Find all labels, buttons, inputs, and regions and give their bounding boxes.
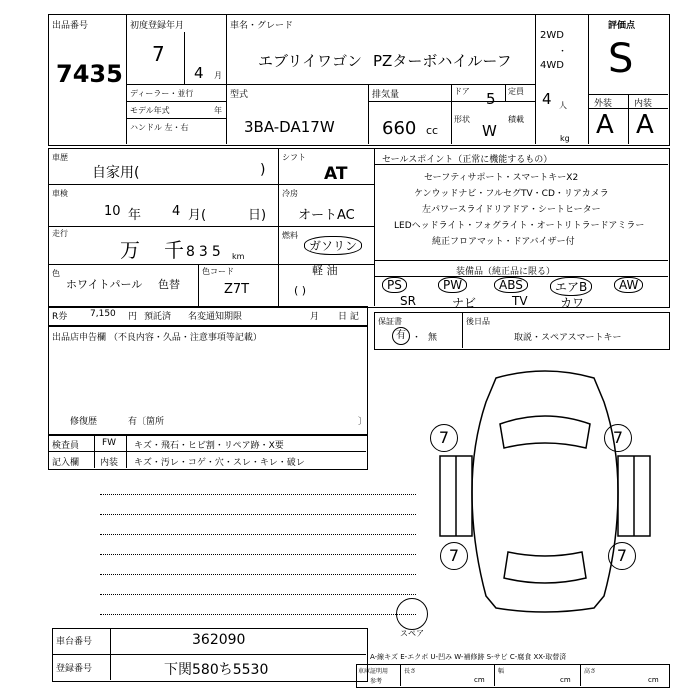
displacement-label: 排気量 <box>372 90 400 100</box>
inspector-row2-head: 内装 <box>100 458 119 468</box>
rear-window <box>504 552 586 583</box>
mileage-digits: 835 <box>186 244 225 260</box>
inspector-row2: キズ・汚レ・コゲ・穴・スレ・キレ・破レ <box>134 458 305 468</box>
color-change: 色替 <box>158 278 180 291</box>
drive-sep: ・ <box>558 47 568 57</box>
inspection-year-unit: 年 <box>128 208 142 223</box>
width-unit: cm <box>560 676 571 684</box>
dealer-label: ディーラー・並行 <box>130 89 194 98</box>
grade-label: 評価点 <box>608 21 636 31</box>
model-year-label: モデル年式 <box>130 106 170 115</box>
mark-rear-left: 7 <box>440 542 468 570</box>
first-reg-month: 4 <box>194 64 204 82</box>
repair-label: 修復歴 <box>70 417 98 427</box>
handle-label: ハンドル 左・右 <box>130 123 189 132</box>
equip-abs: ABS <box>494 277 528 293</box>
length-label: 長さ <box>404 668 417 675</box>
recycle-entry: 日 記 <box>338 312 359 322</box>
warranty-yes: 有 <box>392 327 410 345</box>
recycle-amount: 7,150 <box>90 309 116 319</box>
sales-line-2: ケンウッドナビ・フルセグTV・CD・リアカメラ <box>414 189 609 199</box>
history-close: ) <box>260 162 266 178</box>
shift-value: AT <box>324 164 348 184</box>
lot-label: 出品番号 <box>52 21 89 31</box>
repair-bracket: 〕 <box>358 417 368 427</box>
drive-2wd: 2WD <box>540 30 564 41</box>
type-label: 型式 <box>230 90 249 100</box>
inspector-row1: キズ・飛石・ヒビ割・リペア跡・X要 <box>134 441 284 451</box>
mileage-unit: km <box>232 252 245 261</box>
equip-leather: カワ <box>560 296 585 310</box>
auction-sheet <box>48 14 668 689</box>
warranty-no: 無 <box>428 333 438 343</box>
equipment-label: 装備品（純正品に限る） <box>456 267 556 277</box>
lot-number: 7435 <box>56 60 123 88</box>
car-diagram <box>422 364 668 614</box>
sales-line-4: LEDヘッドライト・フォグライト・オートリトラードアミラー <box>394 221 645 231</box>
ac-value: オートAC <box>298 208 355 223</box>
inspection-month: 4 <box>172 204 181 219</box>
shape-label: 形状 <box>454 115 470 124</box>
model-year-unit: 年 <box>214 106 222 115</box>
displacement-value: 660 <box>382 118 417 139</box>
garage-ref: 参考 <box>370 678 383 685</box>
recycle-notice: 名変通知期限 <box>188 312 243 322</box>
color-label: 色 <box>52 269 60 278</box>
equip-sr: SR <box>400 294 416 308</box>
rear-label: 後日品 <box>466 317 490 326</box>
color-code-value: Z7T <box>224 282 250 297</box>
inspection-day-unit: 日) <box>248 208 267 223</box>
sales-line-1: セーフティサポート・スマートキーX2 <box>424 173 579 183</box>
plate-value: 下関580ち5530 <box>164 662 269 678</box>
fuel-light: 軽 油 <box>312 264 338 277</box>
color-value: ホワイトパール <box>66 278 143 291</box>
capacity-unit: 人 <box>559 101 567 110</box>
capacity-label: 定員 <box>508 87 524 96</box>
mark-rear-right: 7 <box>608 542 636 570</box>
car-body-outline <box>472 371 618 612</box>
fuel-paren: ( ) <box>294 284 307 297</box>
rear-value: 取説・スペアスマートキー <box>514 333 622 343</box>
inspection-label: 車検 <box>52 189 68 198</box>
spare-tire-icon <box>396 598 428 630</box>
equip-aw: AW <box>614 277 643 293</box>
garage-label: 車庫証明用 <box>358 668 389 675</box>
sales-line-3: 左パワースライドリアドア・シートヒーター <box>422 205 601 215</box>
model-grade: PZターボハイルーフ <box>373 52 512 70</box>
mark-front-left: 7 <box>430 424 458 452</box>
capacity-value: 4 <box>542 90 552 108</box>
equip-airbag: エアB <box>550 277 592 296</box>
height-label: 高さ <box>584 668 597 675</box>
color-code-label: 色コード <box>202 267 234 276</box>
chassis-value: 362090 <box>192 632 246 648</box>
displacement-unit: cc <box>426 124 439 137</box>
fuel-label: 燃料 <box>282 231 298 240</box>
chassis-label: 車台番号 <box>56 637 93 647</box>
warranty-dot: ・ <box>412 333 422 343</box>
mark-front-right: 7 <box>604 424 632 452</box>
plate-label: 登録番号 <box>56 664 93 674</box>
mileage-man: 万 <box>120 238 140 262</box>
doors-value: 5 <box>486 90 496 108</box>
model-label: 車名・グレード <box>230 21 294 31</box>
type-value: 3BA-DA17W <box>244 118 335 136</box>
width-label: 幅 <box>498 668 505 675</box>
ac-label: 冷房 <box>282 189 298 198</box>
model-name: エブリイワゴン <box>258 52 362 70</box>
windshield <box>500 416 590 448</box>
load-label: 積載 <box>508 115 524 124</box>
load-unit: kg <box>560 134 570 143</box>
inspector-label-2: 記入欄 <box>52 458 80 468</box>
legend-text: A-線キズ E-エクボ U-凹み W-補修跡 S-サビ C-腐食 XX-取替済 <box>370 653 567 661</box>
doors-label: ドア <box>454 87 470 96</box>
warranty-label: 保証書 <box>378 317 402 326</box>
recycle-month: 月 <box>310 312 320 322</box>
history-value: 自家用( <box>92 165 140 181</box>
shape-value: W <box>482 122 497 140</box>
recycle-deposit: 預託済 <box>144 312 172 322</box>
first-reg-year: 7 <box>152 42 165 66</box>
ext-grade: A <box>596 110 614 140</box>
height-unit: cm <box>648 676 659 684</box>
notes-label: 出品店申告欄 （不良内容・久品・注意事項等記載） <box>52 333 262 343</box>
inspector-row1-head: FW <box>102 438 117 448</box>
first-reg-label: 初度登録年月 <box>130 21 185 31</box>
equip-ps: PS <box>382 277 407 293</box>
int-grade: A <box>636 110 654 140</box>
mileage-sen: 千 <box>164 238 184 262</box>
history-label: 車歴 <box>52 153 68 162</box>
inspection-month-unit: 月( <box>188 208 207 223</box>
shift-label: シフト <box>282 153 306 162</box>
first-reg-month-unit: 月 <box>214 71 222 80</box>
equip-pw: PW <box>438 277 467 293</box>
repair-value: 有〔箇所 <box>128 417 165 427</box>
int-label: 内装 <box>634 99 653 109</box>
sales-line-5: 純正フロアマット・ドアバイザー付 <box>432 237 575 247</box>
recycle-label: R券 <box>52 312 68 322</box>
inspector-label-1: 検査員 <box>52 441 80 451</box>
sales-label: セールスポイント（正常に機能するもの） <box>382 155 553 165</box>
length-unit: cm <box>474 676 485 684</box>
mileage-label: 走行 <box>52 229 68 238</box>
spare-label: スペア <box>400 629 424 638</box>
ext-label: 外装 <box>594 99 613 109</box>
equip-navi: ナビ <box>452 296 477 310</box>
inspection-year: 10 <box>104 204 121 219</box>
grade-value: S <box>608 36 634 82</box>
equip-tv: TV <box>512 294 528 308</box>
fuel-gas: ガソリン <box>304 236 362 255</box>
drive-4wd: 4WD <box>540 60 564 71</box>
recycle-unit: 円 <box>128 312 138 322</box>
